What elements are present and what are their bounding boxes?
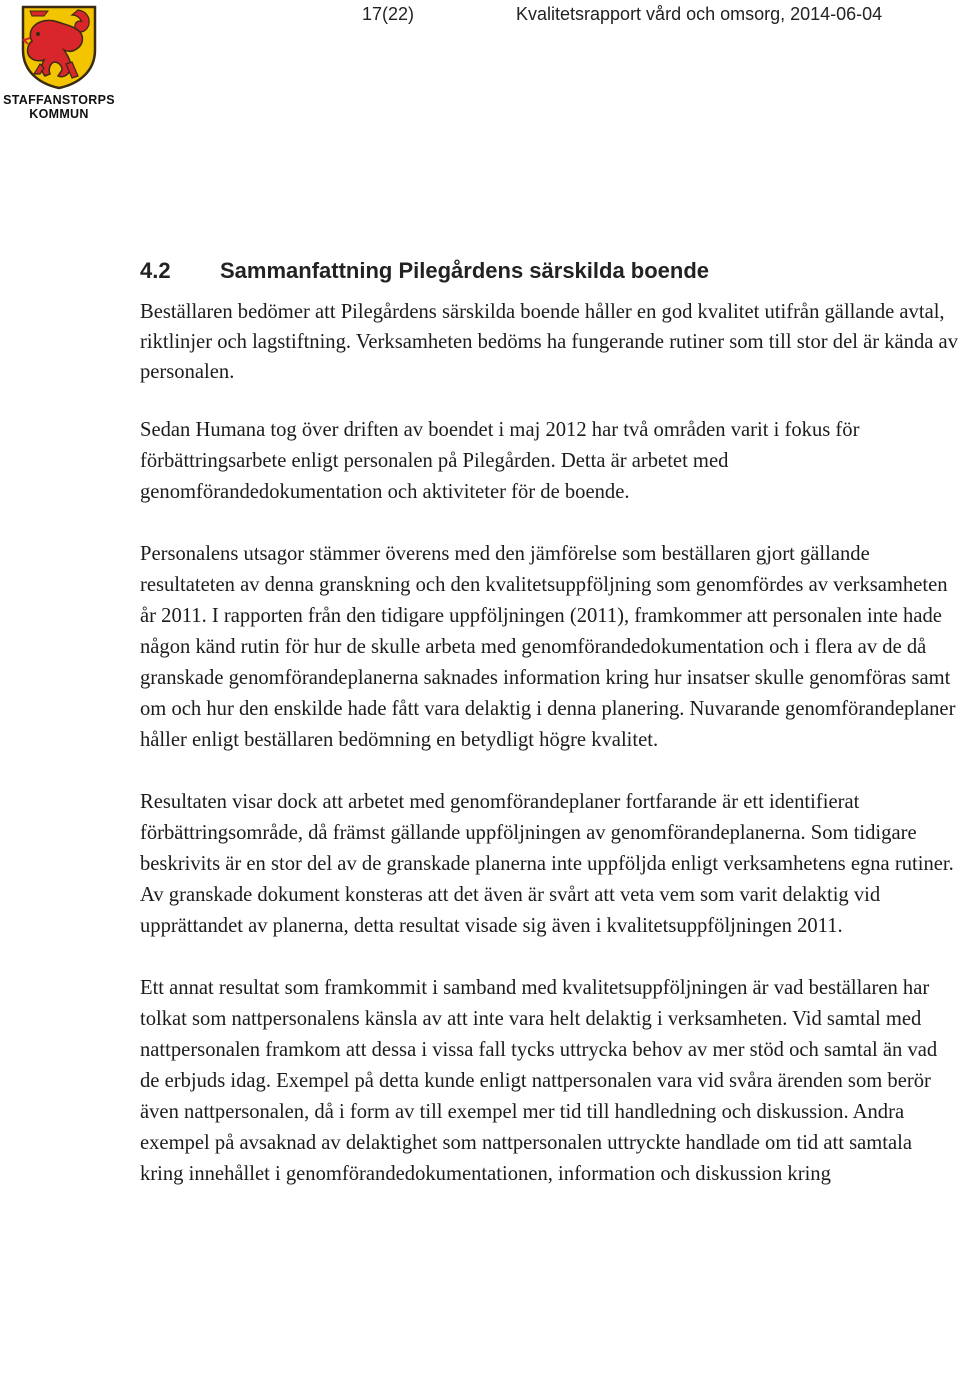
- paragraph-staff-statements: Personalens utsagor stämmer överens med den jämförelse som beställaren gjort gällande resultateten av denna granskning och den kvalitetsuppföljning som genomfördes av verksamheten år 2011. I rapporten från den tidigare uppföljningen (2011), framkommer att personalen inte hade någon känd rutin för hur de skulle arbeta med genomförandedokumentation och i flera av de då granskade genomförandeplanerna saknades information kring hur insatser skulle genomföras samt om och hur den enskilde hade fått vara delaktig i denna planering. Nuvarande genomförandeplaner håller enligt beställaren bedömning en betydligt högre kvalitet.: [140, 543, 956, 751]
- section-title: Sammanfattning Pilegårdens särskilda boende: [220, 258, 710, 283]
- paragraph-results: Resultaten visar dock att arbetet med genomförandeplaner fortfarande är ett identifierat förbättringsområde, då främst gällande uppföljningen av genomförandeplanerna. Som tidigare beskrivits är en stor del av de granskade planerna inte uppföljda enligt verksamhetens egna rutiner. Av granskade dokument konsteras att det även är svårt att veta vem som varit delaktig vid upprättandet av planerna, detta resultat visade sig även i kvalitetsuppföljningen 2011.: [140, 791, 954, 937]
- page-number: 17(22): [362, 4, 415, 24]
- paragraph-night-staff: Ett annat resultat som framkommit i samband med kvalitetsuppföljningen är vad beställaren har tolkat som nattpersonalens känsla av att inte vara helt delaktig i verksamheten. Vid samtal med nattpersonalen framkom att dessa i vissa fall tycks uttrycka behov av mer stöd och samtal än vad de erbjuds idag. Exempel på detta kunde enligt nattpersonalen vara vid svåra ärenden som berör även nattpersonalen, då i form av till exempel mer tid till handledning och diskussion. Andra exempel på avsaknad av delaktighet som nattpersonalen uttryckte handlade om tid att samtala kring innehållet i genomförandedokumentationen, information och diskussion kring: [140, 977, 938, 1185]
- page-header: [0, 0, 960, 40]
- section-number: 4.2: [140, 258, 171, 283]
- coat-of-arms-icon: [20, 4, 98, 90]
- paragraph-focus-areas: Sedan Humana tog över driften av boendet i maj 2012 har två områden varit i fokus för förbättringsarbete enligt personalen på Pilegården. Detta är arbetet med genomförandedokumentation och aktiviteter för de boende.: [140, 419, 860, 503]
- logo-name-line1: STAFFANSTORPS: [3, 93, 115, 107]
- document-body: [140, 256, 960, 1221]
- logo-name-line2: KOMMUN: [29, 107, 89, 121]
- municipality-logo: [0, 0, 118, 126]
- section-heading: [140, 256, 960, 286]
- report-title: Kvalitetsrapport vård och omsorg, 2014-06-04: [516, 4, 883, 24]
- paragraph-summary: Beställaren bedömer att Pilegårdens särskilda boende håller en god kvalitet utifrån gällande avtal, riktlinjer och lagstiftning. Verksamheten bedöms ha fungerande rutiner som till stor del är kända av personalen.: [140, 301, 958, 383]
